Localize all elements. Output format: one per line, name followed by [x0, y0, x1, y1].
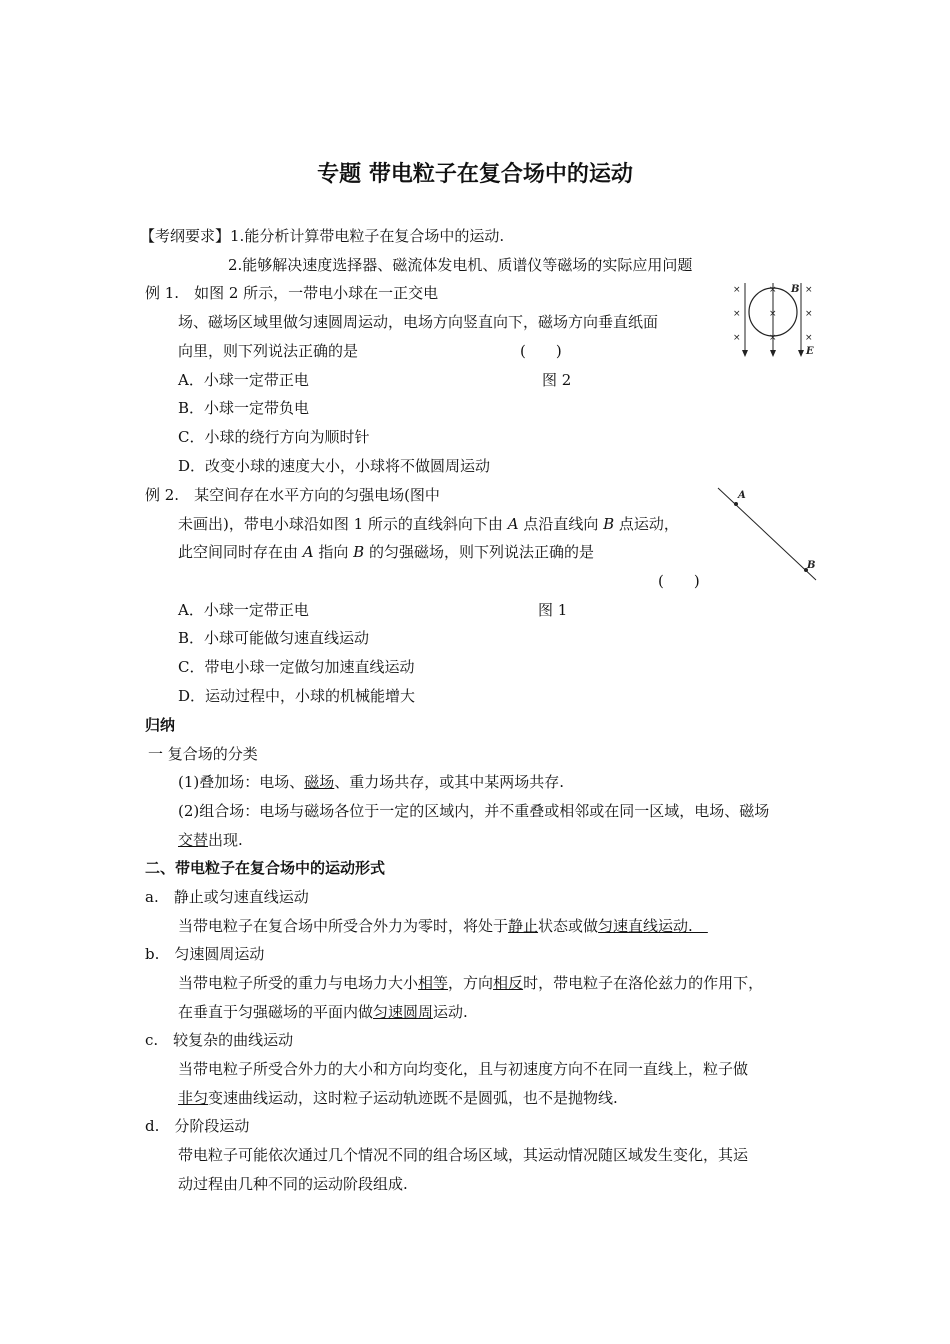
- page-title: 专题 带电粒子在复合场中的运动: [317, 162, 633, 187]
- cross-mark: ×: [805, 309, 813, 319]
- cross-mark: ×: [769, 309, 777, 319]
- ex1-option-a: A．小球一定带正电: [178, 371, 309, 389]
- combined-field-text: (2)组合场：电场与磁场各位于一定的区域内，并不重叠或相邻或在同一区域，电场、磁场: [178, 802, 770, 820]
- cross-mark: ×: [769, 285, 777, 295]
- ex2-figure-line-ab: [712, 482, 822, 586]
- form-d-text: 带电粒子可能依次通过几个情况不同的组合场区域，其运动情况随区域发生变化，其运: [178, 1146, 749, 1164]
- ex1-figure-caption: 图 2: [542, 371, 572, 389]
- form-d-label: d. 分阶段运动: [145, 1117, 250, 1135]
- ex2-head: 例 2. 某空间存在水平方向的匀强电场(图中: [145, 486, 440, 504]
- section-2-heading: 二、带电粒子在复合场中的运动形式: [145, 859, 386, 877]
- form-b-text: [178, 973, 763, 993]
- text-run: 点运动，: [614, 515, 679, 533]
- underlined-term: 磁场: [304, 773, 335, 791]
- point-b-ref: B: [353, 543, 365, 561]
- syllabus-label: 【考纲要求】: [140, 227, 231, 245]
- cross-mark: ×: [769, 333, 777, 343]
- text-run: 当带电粒子所受的重力与电场力大小: [178, 974, 419, 992]
- text-run: 在垂直于匀强磁场的平面内做: [178, 1003, 374, 1021]
- text-run: 时，带电粒子在洛伦兹力的作用下，: [523, 974, 764, 992]
- point-b-label: B: [807, 560, 816, 571]
- underlined-term: 相反: [493, 974, 524, 992]
- form-c-text-2: [178, 1088, 618, 1108]
- form-c-text: 当带电粒子所受合外力的大小和方向均变化，且与初速度方向不在同一直线上，粒子做: [178, 1060, 749, 1078]
- ex2-option-a: A．小球一定带正电: [178, 601, 309, 619]
- text-run: 、重力场共存，或其中某两场共存.: [334, 773, 565, 791]
- syllabus-line-1: [140, 226, 504, 246]
- field-e-label: E: [806, 346, 814, 357]
- form-c-label: c. 较复杂的曲线运动: [145, 1031, 294, 1049]
- ex1-line-2: 场、磁场区域里做匀速圆周运动，电场方向竖直向下，磁场方向垂直纸面: [178, 313, 659, 331]
- combined-field-text-2: [178, 830, 243, 850]
- form-d-text-2: 动过程由几种不同的运动阶段组成.: [178, 1175, 408, 1193]
- form-b-text-2: [178, 1002, 468, 1022]
- ex2-line-2: [178, 514, 679, 534]
- text-run: ，方向: [448, 974, 494, 992]
- field-b-label: B: [791, 284, 800, 295]
- text-run: 当带电粒子在复合场中所受合外力为零时，将处于: [178, 917, 509, 935]
- ex1-head: 例 1. 如图 2 所示，一带电小球在一正交电: [145, 284, 439, 302]
- point-a-ref: A: [302, 543, 314, 561]
- point-b-ref: B: [603, 515, 615, 533]
- underlined-term: 匀速直线运动.: [598, 917, 708, 935]
- ex1-option-d: D．改变小球的速度大小，小球将不做圆周运动: [178, 457, 491, 475]
- cross-mark: ×: [733, 333, 741, 343]
- text-run: 点沿直线向: [518, 515, 604, 533]
- cross-mark: ×: [805, 285, 813, 295]
- ex2-option-b: B．小球可能做匀速直线运动: [178, 629, 370, 647]
- underlined-term: 匀速圆周: [373, 1003, 434, 1021]
- syllabus-item-1: 1.能分析计算带电粒子在复合场中的运动.: [230, 227, 505, 245]
- text-run: 变速曲线运动，这时粒子运动轨迹既不是圆弧，也不是抛物线.: [208, 1089, 618, 1107]
- cross-mark: ×: [733, 285, 741, 295]
- section-1-heading: 一 复合场的分类: [148, 745, 258, 763]
- text-run: 状态或做: [538, 917, 599, 935]
- form-a-text: [178, 916, 708, 936]
- ex1-answer-paren: ( ): [520, 342, 562, 360]
- ex1-line-3: 向里，则下列说法正确的是: [178, 342, 359, 360]
- text-run: 的匀强磁场，则下列说法正确的是: [364, 543, 594, 561]
- form-b-label: b. 匀速圆周运动: [145, 945, 265, 963]
- ex2-answer-paren: ( ): [658, 572, 700, 590]
- text-run: 未画出)，带电小球沿如图 1 所示的直线斜向下由: [178, 515, 508, 533]
- superposed-field-text: [178, 772, 564, 792]
- ex1-option-c: C．小球的绕行方向为顺时针: [178, 428, 370, 446]
- cross-mark: ×: [805, 333, 813, 343]
- text-run: 出现.: [208, 831, 243, 849]
- ex1-option-b: B．小球一定带负电: [178, 399, 310, 417]
- text-run: 运动.: [433, 1003, 468, 1021]
- ex2-option-c: C．带电小球一定做匀加速直线运动: [178, 658, 415, 676]
- text-run: 指向: [313, 543, 354, 561]
- point-a-label: A: [738, 490, 746, 501]
- ex2-line-3: [178, 542, 594, 562]
- summary-heading: 归纳: [145, 716, 176, 734]
- underlined-term: 非匀: [178, 1089, 209, 1107]
- text-run: (1)叠加场：电场、: [178, 773, 305, 791]
- underlined-term: 相等: [418, 974, 449, 992]
- ex1-figure-field-circle: [728, 280, 823, 362]
- form-a-label: a. 静止或匀速直线运动: [145, 888, 309, 906]
- ex2-option-d: D．运动过程中，小球的机械能增大: [178, 687, 416, 705]
- underlined-term: 交替: [178, 831, 209, 849]
- text-run: 此空间同时存在由: [178, 543, 303, 561]
- point-a-ref: A: [507, 515, 519, 533]
- underlined-term: 静止: [508, 917, 539, 935]
- cross-mark: ×: [733, 309, 741, 319]
- ex2-figure-caption: 图 1: [538, 601, 568, 619]
- syllabus-item-2: 2.能够解决速度选择器、磁流体发电机、质谱仪等磁场的实际应用问题: [228, 256, 693, 274]
